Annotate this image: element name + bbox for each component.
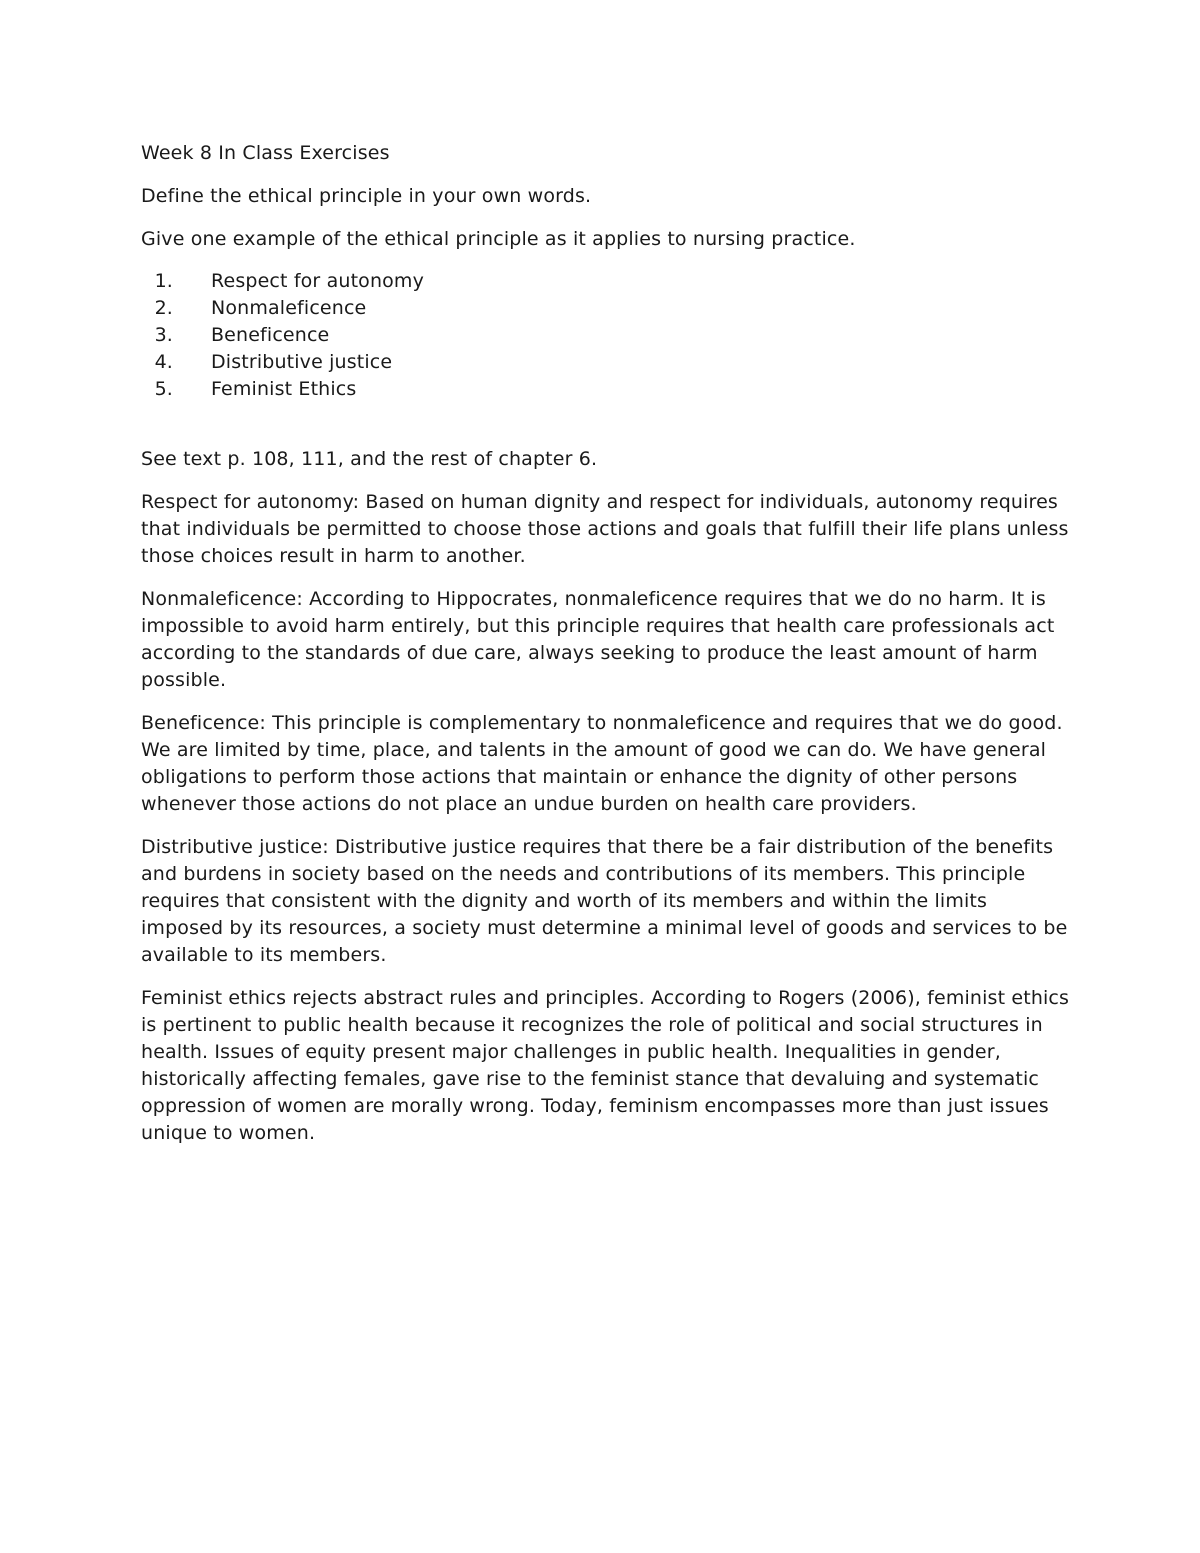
list-item-number: 4. [154,351,173,373]
paragraph-beneficence: Beneficence: This principle is complementary to nonmaleficence and requires that we do good. We are limited by time, place, and talents in the amount of good we can do. We have general obligations to perform those actions that maintain or enhance the dignity of other persons whenever those actions do not place an undue burden on health care providers. [141,712,1063,815]
paragraph-autonomy: Respect for autonomy: Based on human dignity and respect for individuals, autonomy requires that individuals be permitted to choose those actions and goals that fulfill their life plans unless those choices result in harm to another. [141,491,1069,567]
reference-note: See text p. 108, 111, and the rest of chapter 6. [141,448,598,470]
paragraph-feminist-ethics: Feminist ethics rejects abstract rules and principles. According to Rogers (2006), feminist ethics is pertinent to public health because it recognizes the role of political and social structures in health. Issues of equity present major challenges in public health. Inequalities in gender, historically affecting females, gave rise to the feminist stance that devaluing and systematic oppression of women are morally wrong. Today, feminism encompasses more than just issues unique to women. [141,987,1070,1144]
paragraph-distributive-justice: Distributive justice: Distributive justice requires that there be a fair distribution of the benefits and burdens in society based on the needs and contributions of its members. This principle requires that consistent with the dignity and worth of its members and within the limits imposed by its resources, a society must determine a minimal level of goods and services to be available to its members. [141,836,1068,966]
principles-list [141,268,1071,403]
list-item-label: Distributive justice [211,351,393,373]
list-item [141,268,1071,295]
instruction-example: Give one example of the ethical principle as it applies to nursing practice. [141,228,856,250]
list-item-label: Nonmaleficence [211,297,367,319]
list-item [141,349,1071,376]
document-title: Week 8 In Class Exercises [141,142,390,164]
list-item-label: Beneficence [211,324,330,346]
list-item-label: Respect for autonomy [211,270,424,292]
list-item-label: Feminist Ethics [211,378,357,400]
list-item [141,322,1071,349]
document-body [141,140,1071,1163]
list-item-number: 1. [154,270,173,292]
paragraph-nonmaleficence: Nonmaleficence: According to Hippocrates, nonmaleficence requires that we do no harm. It is impossible to avoid harm entirely, but this principle requires that health care professionals act according to the standards of due care, always seeking to produce the least amount of harm possible. [141,588,1055,691]
list-item-number: 5. [154,378,173,400]
list-item [141,295,1071,322]
list-item [141,376,1071,403]
list-item-number: 3. [154,324,173,346]
instruction-define: Define the ethical principle in your own words. [141,185,592,207]
list-item-number: 2. [154,297,173,319]
